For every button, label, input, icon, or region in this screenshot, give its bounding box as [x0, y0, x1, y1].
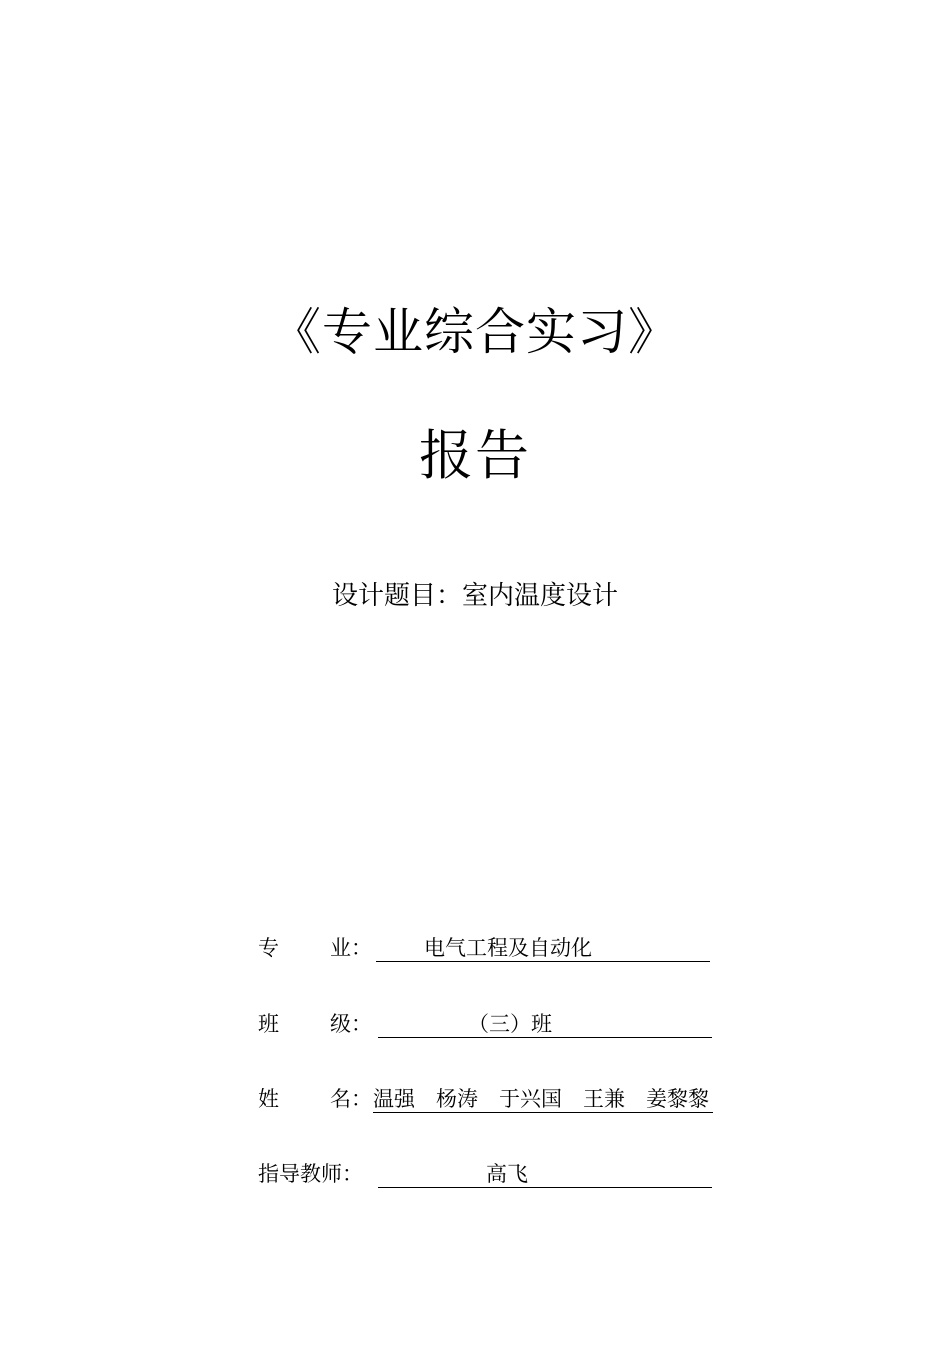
name-label-first: 姓: [258, 1087, 279, 1111]
report-heading: 报告: [419, 424, 531, 487]
name-label-second: 名：: [330, 1087, 372, 1111]
class-label: [258, 1007, 376, 1041]
advisor-label-text: 指导教师：: [258, 1162, 363, 1186]
major-value: 电气工程及自动化: [424, 936, 592, 960]
class-value-field: [378, 1007, 712, 1038]
class-value: （三）班: [468, 1012, 552, 1036]
name-value: 温强 杨涛 于兴国 王兼 姜黎黎: [373, 1087, 709, 1111]
design-subject-value: 室内温度设计: [462, 581, 619, 611]
class-label-second: 级：: [330, 1012, 372, 1036]
class-row: [258, 1007, 718, 1041]
major-label: [258, 931, 376, 965]
major-value-field: [376, 931, 710, 962]
advisor-value: 高飞: [486, 1162, 528, 1186]
name-label: [258, 1082, 376, 1116]
document-title: 《专业综合实习》: [271, 303, 679, 361]
major-row: [258, 931, 718, 965]
design-subject: [0, 579, 950, 613]
name-row: [258, 1082, 718, 1116]
class-label-first: 班: [258, 1012, 279, 1036]
advisor-label: [258, 1157, 376, 1191]
major-label-second: 业：: [330, 936, 372, 960]
major-label-first: 专: [258, 936, 279, 960]
advisor-row: [258, 1157, 718, 1191]
name-value-field: [373, 1082, 713, 1113]
advisor-value-field: [378, 1157, 712, 1188]
design-subject-label: 设计题目：: [331, 581, 462, 611]
